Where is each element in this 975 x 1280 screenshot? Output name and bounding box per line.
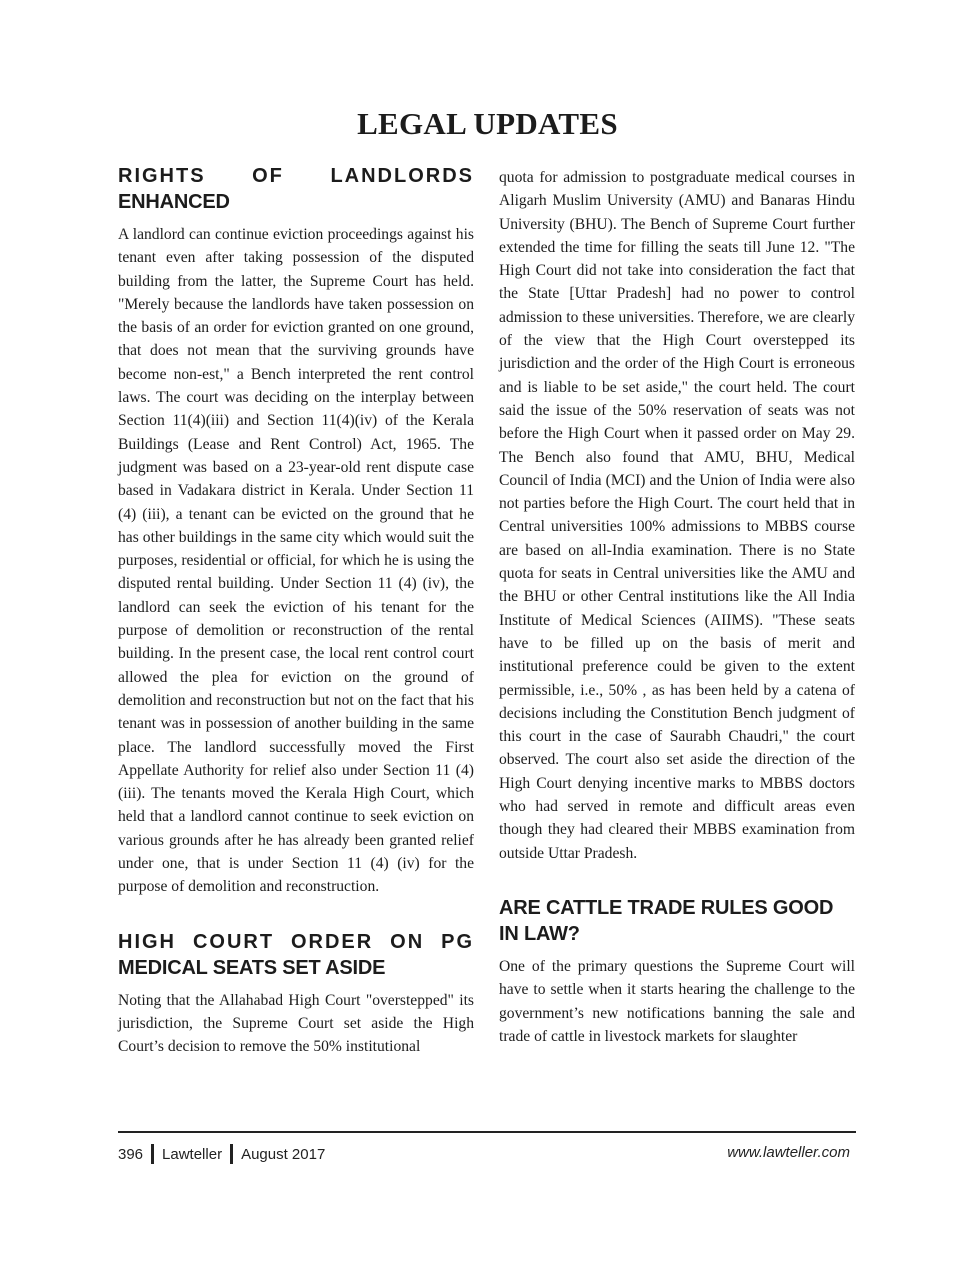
footer-separator: [230, 1144, 233, 1164]
article-heading-line: MEDICAL SEATS SET ASIDE: [118, 956, 386, 979]
page-footer: [118, 1144, 856, 1166]
article-body-pg-seats-start: Noting that the Allahabad High Court "overstepped" its jurisdiction, the Supreme Court set aside the High Court’s decision to remove the 50% institutional: [118, 991, 474, 1056]
publication-name: Lawteller: [162, 1145, 223, 1163]
page-number: 396: [118, 1145, 144, 1163]
page-title: LEGAL UPDATES: [357, 106, 618, 141]
footer-separator: [151, 1144, 154, 1164]
article-body-cattle: One of the primary questions the Supreme Court will have to settle when it starts hearing the challenge to the government’s new notifications banning the sale and trade of cattle in livestock markets for slaughter: [499, 957, 855, 1045]
article-heading-landlords: [118, 163, 474, 215]
issue-date: August 2017: [241, 1145, 326, 1163]
website-link[interactable]: www.lawteller.com: [727, 1144, 850, 1161]
article-heading-line: ARE CATTLE TRADE RULES GOOD: [499, 896, 834, 919]
article-body-pg-seats-continued: quota for admission to postgraduate medical courses in Aligarh Muslim University (AMU) and Banaras Hindu University (BHU). The Bench of Supreme Court further extended the time for filling the seats till June 12. "The High Court did not take into consideration the fact that the State [Uttar Pradesh] had no power to control admission to these universities. Therefore, we are clearly of the view that the High Court overstepped its jurisdiction and the order of the High Court is erroneous and is liable to be set aside," the court held. The court said the issue of the 50% reservation of seats was not before the High Court when it passed order on May 29. The Bench also found that AMU, BHU, Medical Council of India (MCI) and the Union of India were also not parties before the High Court. The court held that in Central universities 100% admissions to MBBS course are based on all-India examination. There is no State quota for seats in Central universities like the AMU and the BHU or other Central institutions like the All India Institute of Medical Sciences (AIIMS). "These seats have to be filled up on the basis of merit and institutional preference could be given to the extent permissible, i.e., 50% , as has been held by a catena of decisions including the Constitution Bench judgment of this court in the case of Saurabh Chaudri," the court observed. The court also set aside the direction of the High Court denying incentive marks to MBBS doctors who had served in remote and difficult areas even though they had cleared their MBBS examination from outside Uttar Pradesh.: [499, 169, 855, 862]
article-heading-line: ENHANCED: [118, 191, 230, 213]
footer-divider: [118, 1131, 856, 1133]
left-column: [118, 163, 474, 1059]
right-column: [499, 166, 855, 1048]
article-heading-line: IN LAW?: [499, 922, 580, 945]
article-heading-line: HIGH COURT ORDER ON PG: [118, 930, 474, 953]
article-body-landlords: A landlord can continue eviction proceedings against his tenant even after taking possession of the disputed building from the latter, the Supreme Court has held. "Merely because the landlords have taken possession on the basis of an order for eviction granted on one ground, that does not mean that the surviving grounds have become non-est," a Bench interpreted the rent control laws. The court was deciding on the interplay between Section 11(4)(iii) and Section 11(4)(iv) of the Kerala Buildings (Lease and Rent Control) Act, 1965. The judgment was based on a 23-year-old rent dispute case based in Vadakara district in Kerala. Under Section 11 (4) (iii), a tenant can be evicted on the ground that he has other buildings in the same city which would suit the purposes, residential or official, for which he is using the disputed rental building. Under Section 11 (4) (iv), the landlord can seek the eviction of his tenant for the purpose of demolition or reconstruction of the rental building. In the present case, the local rent control court allowed the plea for eviction on the ground of demolition and reconstruction but not on the fact that his tenant was in possession of another building in the same place. The landlord successfully moved the First Appellate Authority for relief also under Section 11 (4) (iii). The tenants moved the Kerala High Court, which held that a landlord cannot continue to seek eviction on various grounds after he has already been granted relief under one, that is under Section 11 (4) (iv) for the purpose of demolition and reconstruction.: [118, 226, 474, 896]
article-heading-pg-seats: [118, 929, 474, 981]
article-heading-cattle: [499, 895, 855, 947]
article-heading-line: RIGHTS OF LANDLORDS: [118, 165, 474, 187]
